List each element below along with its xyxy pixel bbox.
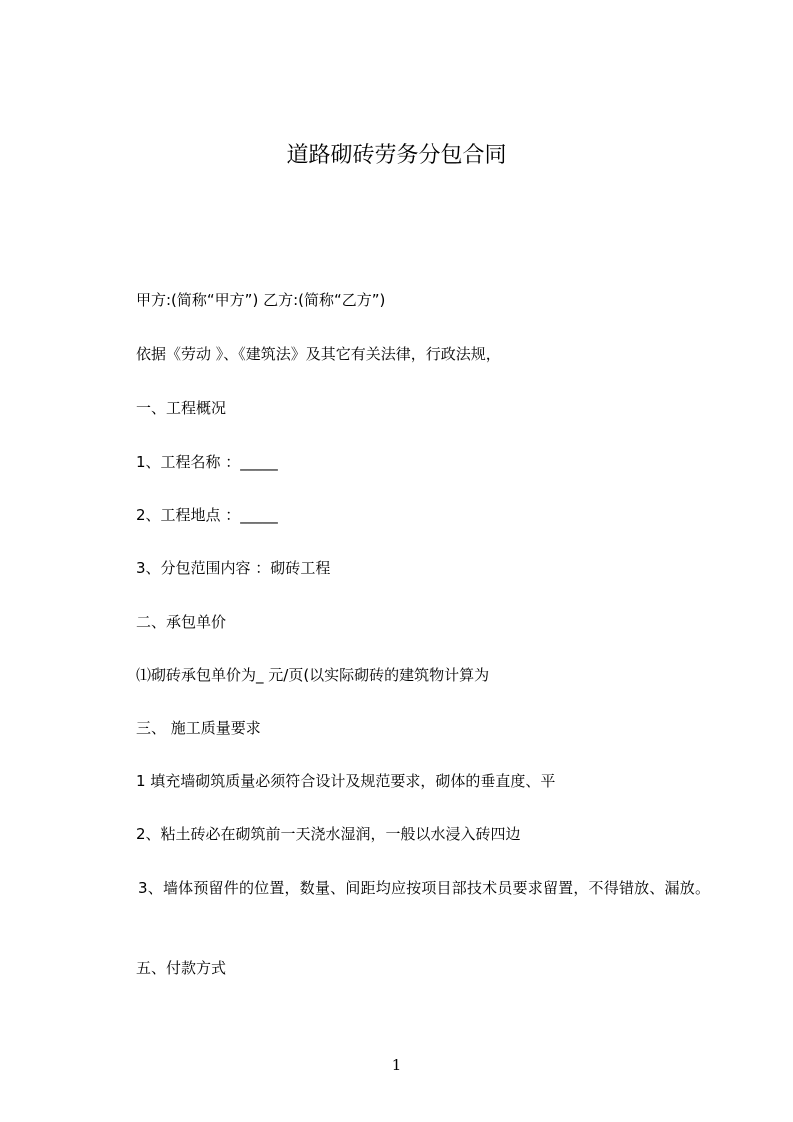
party-line: 甲方:(简称“甲方”) 乙方:(简称“乙方”) bbox=[136, 291, 386, 309]
basis-line: 依据《劳动 》、《建筑法》及其它有关法律，行政法规， bbox=[136, 345, 501, 363]
section-3-heading: 三、 施工质量要求 bbox=[136, 719, 261, 737]
section-1-heading: 一、工程概况 bbox=[136, 399, 227, 417]
project-name-line: 1、工程名称 ：_____ bbox=[136, 453, 278, 471]
document-title: 道路砌砖劳务分包合同 bbox=[286, 143, 507, 168]
unit-price-line: ⑴砌砖承包单价为_ 元/页(以实际砌砖的建筑物计算为 bbox=[136, 666, 490, 684]
section-2-heading: 二、承包单价 bbox=[136, 613, 227, 631]
scope-line: 3、分包范围内容 ：砌砖工程 bbox=[136, 559, 331, 577]
quality-item-2: 2、粘土砖必在砌筑前一天浇水湿润，一般以水浸入砖四边 bbox=[136, 825, 521, 843]
quality-item-3: 3、墙体预留件的位置，数量、间距均应按项目部技术员要求留置，不得错放、漏放。 bbox=[138, 879, 711, 897]
section-5-heading: 五、付款方式 bbox=[136, 959, 227, 977]
project-location-line: 2、工程地点 ：_____ bbox=[136, 506, 278, 524]
page-number: 1 bbox=[391, 1056, 402, 1074]
quality-item-1: 1 填充墙砌筑质量必须符合设计及规范要求，砌体的垂直度、平 bbox=[136, 772, 556, 790]
